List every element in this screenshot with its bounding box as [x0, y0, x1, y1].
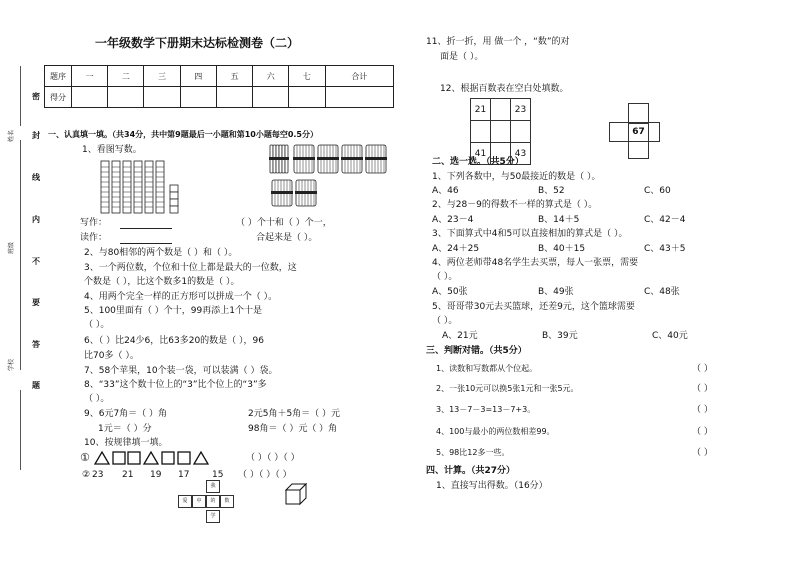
score-cell[interactable]: [325, 87, 393, 108]
cross-cell-left[interactable]: [609, 122, 629, 142]
pattern-blanks[interactable]: （ ）（ ）（ ）: [246, 453, 300, 463]
judgement-item: 3、13－7－3=13－7+3。: [436, 405, 536, 414]
option[interactable]: C、43＋5: [644, 244, 686, 254]
option[interactable]: C、42－4: [644, 215, 686, 225]
score-header-cell: 五: [216, 66, 252, 87]
score-cell[interactable]: [216, 87, 252, 108]
net-face: 爱: [178, 495, 192, 508]
section3-heading: 三、判断对错。（共5分）: [426, 346, 527, 356]
cube-picture: [284, 482, 308, 506]
question: 3、一个两位数，个位和十位上都是最大的一位数，这: [84, 263, 297, 273]
question: 8、“33”这个数十位上的“3”比个位上的“3”多: [84, 380, 267, 390]
judgement-blank[interactable]: （ ）: [692, 448, 713, 458]
question: 10、按规律填一填。: [84, 438, 168, 448]
question: 1、下列各数中，与50最接近的数是（ ）。: [432, 172, 601, 182]
score-header-cell: 七: [289, 66, 325, 87]
combined-question: 合起来是（ ）。: [256, 233, 318, 243]
question: 98角＝（ ）元（ ）角: [248, 424, 338, 434]
sequence-number: 15: [212, 470, 224, 480]
option[interactable]: A、50张: [432, 287, 468, 297]
question: 个数是（ ），比这个数多1的数是（ ）。: [84, 277, 240, 287]
option[interactable]: B、40＋15: [538, 244, 586, 254]
sequence-number: 21: [122, 470, 134, 480]
grid-cell: 41: [471, 143, 491, 165]
grid-cell[interactable]: [491, 121, 511, 143]
score-header-cell: 一: [72, 66, 108, 87]
score-header-cell: 合计: [325, 66, 393, 87]
question: （ ）。: [432, 316, 458, 326]
question: 11、折一折，用 做一个 ，“数”的对: [426, 37, 570, 47]
score-header-row: [45, 66, 394, 87]
grid-cell: 23: [511, 99, 531, 121]
option[interactable]: C、48张: [644, 287, 680, 297]
option[interactable]: A、21元: [442, 331, 478, 341]
option[interactable]: C、60: [644, 186, 671, 196]
seal-char: 线: [32, 173, 40, 182]
score-cell[interactable]: [253, 87, 289, 108]
read-answer-line[interactable]: [120, 243, 172, 244]
seal-char: 内: [32, 215, 40, 224]
shape-pattern: [94, 450, 244, 466]
judgement-item: 2、一张10元可以换5张1元和一张5元。: [436, 384, 579, 393]
judgement-blank[interactable]: （ ）: [692, 405, 713, 415]
score-table: [44, 65, 394, 108]
section2-heading: 二、选一选。（共5分）: [432, 157, 524, 167]
question: 2元5角＋5角＝（ ）元: [248, 409, 341, 419]
question: 9、6元7角＝（ ）角: [84, 409, 168, 419]
page-title: 一年级数学下册期末达标检测卷（二）: [95, 36, 300, 50]
question: 2、与80相邻的两个数是（ ）和（ ）。: [84, 248, 238, 258]
judgement-item: 5、98比12多一些。: [436, 448, 510, 457]
cross-cell-right[interactable]: [649, 122, 660, 142]
sequence-number: 23: [92, 470, 104, 480]
read-label: 读作：: [80, 233, 108, 243]
counting-blocks-picture: [98, 157, 182, 217]
grid-cell[interactable]: [511, 121, 531, 143]
question: （ ）。: [432, 272, 458, 282]
seal-char: 密: [32, 92, 40, 101]
judgement-item: 4、100与最小的两位数相差99。: [436, 427, 555, 436]
class-label: 班级: [8, 241, 15, 254]
sequence-label: ②: [82, 470, 91, 480]
score-header-cell: 二: [108, 66, 144, 87]
judgement-item: 1、读数和写数都从个位起。: [436, 364, 538, 373]
option[interactable]: C、40元: [652, 331, 688, 341]
seal-char: 要: [32, 298, 40, 307]
question: 5、哥哥带30元去买篮球，还差9元，这个篮球需要: [432, 302, 635, 312]
score-cell[interactable]: [144, 87, 180, 108]
option[interactable]: A、23－4: [432, 215, 474, 225]
sequence-number: 17: [178, 470, 190, 480]
judgement-blank[interactable]: （ ）: [692, 427, 713, 437]
cross-cell-top[interactable]: [628, 103, 649, 124]
seal-char: 答: [32, 340, 40, 349]
question: 1、直接写出得数。（16分）: [436, 481, 548, 491]
question: 面是（ ）。: [440, 52, 484, 62]
grid-cell: 21: [471, 99, 491, 121]
grid-cell[interactable]: [491, 99, 511, 121]
score-header-cell: 题序: [45, 66, 72, 87]
net-face: 数: [220, 495, 234, 508]
option[interactable]: B、14＋5: [538, 215, 580, 225]
write-label: 写作：: [80, 218, 108, 228]
option[interactable]: B、52: [538, 186, 565, 196]
tens-ones-question: （ ）个十和（ ）个一，: [236, 218, 332, 228]
question: 5、100里面有（ ）个十，99再添上1个十是: [84, 306, 262, 316]
grid-cell[interactable]: [471, 121, 491, 143]
net-face: 我: [206, 480, 220, 493]
question: （ ）。: [84, 394, 110, 404]
question: 2、与28－9的得数不一样的算式是（ ）。: [432, 200, 598, 210]
name-label: 姓名: [8, 129, 15, 142]
score-cell[interactable]: [72, 87, 108, 108]
seal-char: 不: [32, 257, 40, 266]
sequence-number: 19: [150, 470, 162, 480]
question: 7、58个苹果，10个装一袋，可以装满（ ）袋。: [84, 366, 278, 376]
school-label: 学校: [8, 358, 15, 371]
cross-cell-bottom[interactable]: [628, 141, 649, 159]
cross-cell-center: 67: [628, 122, 649, 142]
score-cell[interactable]: [289, 87, 325, 108]
question: 比70多（ ）。: [84, 351, 139, 361]
sequence-blanks[interactable]: （ ）（ ）（ ）: [238, 470, 292, 480]
pattern-label: ①: [80, 451, 90, 464]
judgement-blank[interactable]: （ ）: [692, 384, 713, 394]
section4-heading: 四、计算。（共27分）: [426, 466, 516, 476]
binding-line-top: [20, 66, 21, 126]
hundred-chart-grid: [470, 98, 531, 165]
question: 6、（ ）比24少6，比63多20的数是（ ），96: [84, 336, 264, 346]
score-cell[interactable]: [108, 87, 144, 108]
net-face: 中: [192, 495, 206, 508]
question: 4、用两个完全一样的正方形可以拼成一个（ ）。: [84, 292, 278, 302]
judgement-blank[interactable]: （ ）: [692, 364, 713, 374]
score-row: [45, 87, 394, 108]
question: （ ）。: [84, 320, 110, 330]
stick-bundles-picture: [268, 142, 394, 210]
question: 12、根据百数表在空白处填数。: [440, 84, 569, 94]
section1-heading: 一、认真填一填。（共34分，共中第9题最后一小题和第10小题每空0.5分）: [48, 130, 319, 139]
net-face: 的: [206, 495, 220, 508]
score-cell[interactable]: [180, 87, 216, 108]
score-header-cell: 四: [180, 66, 216, 87]
grid-cell: 43: [511, 143, 531, 165]
question: 1元＝（ ）分: [98, 424, 152, 434]
binding-line-bottom: [20, 390, 21, 470]
score-header-cell: 三: [144, 66, 180, 87]
option[interactable]: B、49张: [538, 287, 574, 297]
option[interactable]: B、39元: [542, 331, 578, 341]
question: 1、看图写数。: [82, 145, 142, 155]
binding-line-mid: [20, 140, 21, 370]
seal-char: 封: [32, 131, 40, 140]
write-answer-line[interactable]: [120, 228, 172, 229]
option[interactable]: A、46: [432, 186, 459, 196]
question: 3、下面算式中4和5可以直接相加的算式是（ ）。: [432, 229, 628, 239]
option[interactable]: A、24＋25: [432, 244, 480, 254]
net-face: 学: [206, 510, 220, 523]
score-header-cell: 六: [253, 66, 289, 87]
seal-char: 题: [32, 381, 40, 390]
score-row-label: 得分: [45, 87, 72, 108]
question: 4、两位老师带48名学生去买票，每人一张票，需要: [432, 258, 639, 268]
